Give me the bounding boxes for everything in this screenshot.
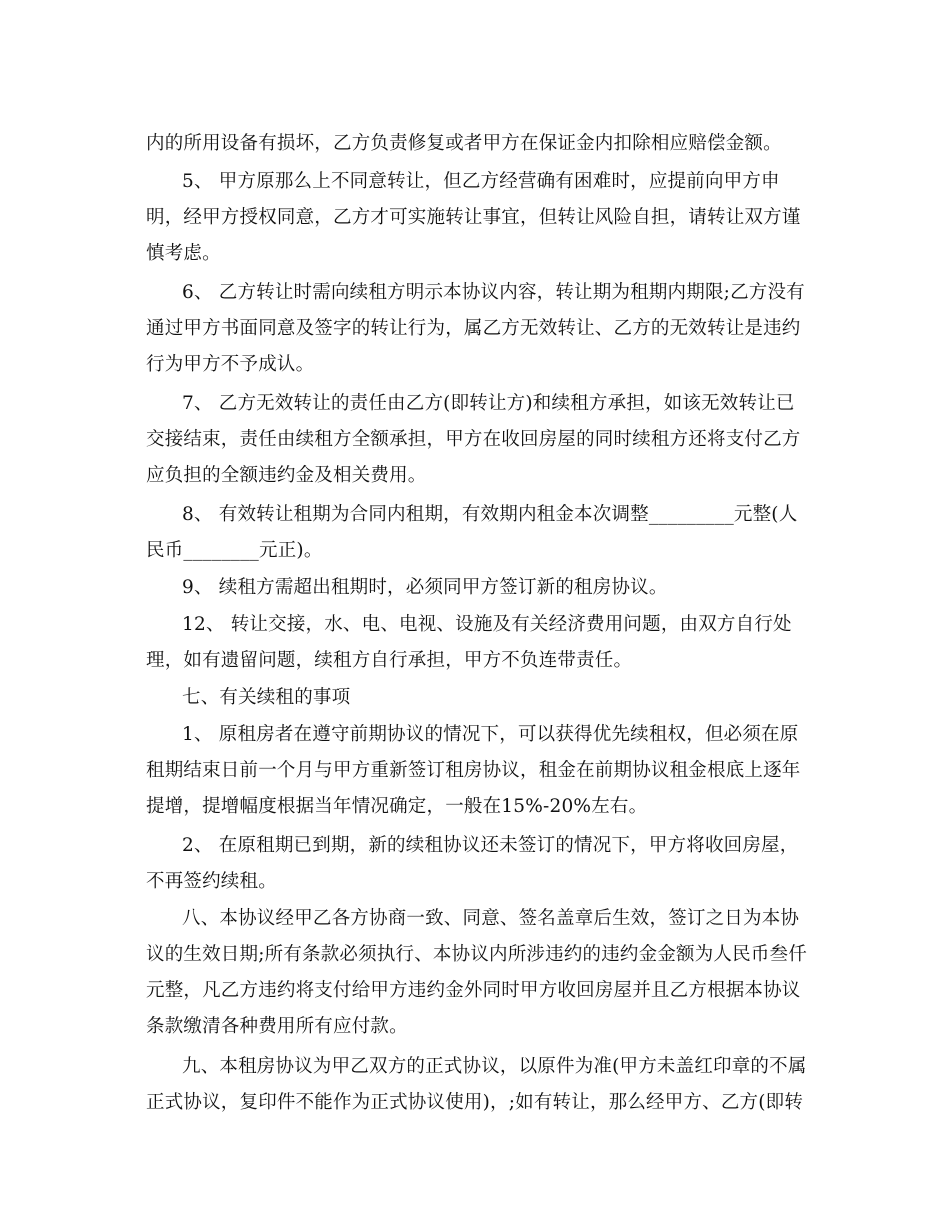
text-line: 行为甲方不予成认。 [146, 354, 315, 375]
section-9 [146, 1049, 816, 1121]
text-line: 内的所用设备有损坏，乙方负责修复或者甲方在保证金内扣除相应赔偿金额。 [146, 133, 782, 154]
clause-5 [146, 164, 816, 272]
clause-7 [146, 386, 816, 494]
text-line: 通过甲方书面同意及签字的转让行为，属乙方无效转让、乙方的无效转让是违约 [146, 318, 801, 339]
section-8 [146, 901, 816, 1045]
text-line: 提增，提增幅度根据当年情况确定，一般在15%-20%左右。 [146, 796, 648, 817]
text-line: 八、本协议经甲乙各方协商一致、同意、签名盖章后生效，签订之日为本协 [182, 908, 800, 929]
text-line: 2、 在原租期已到期，新的续租协议还未签订的情况下，甲方将收回房屋， [182, 835, 799, 856]
clause-9 [146, 570, 816, 606]
text-line: 民币________元正)。 [146, 540, 323, 561]
paragraph-equipment-damage [146, 126, 816, 162]
clause-6 [146, 275, 816, 383]
text-line: 慎考虑。 [146, 243, 221, 264]
text-line: 条款缴清各种费用所有应付款。 [146, 1016, 408, 1037]
text-line: 1、 原租房者在遵守前期协议的情况下，可以获得优先续租权，但必须在原 [182, 724, 799, 745]
text-line: 9、 续租方需超出租期时，必须同甲方签订新的租房协议。 [182, 577, 668, 598]
text-line: 8、 有效转让租期为合同内租期，有效期内租金本次调整_________元整(人 [182, 504, 798, 525]
clause-12 [146, 607, 816, 679]
text-line: 议的生效日期;所有条款必须执行、本协议内所涉违约的违约金金额为人民币叁仟 [146, 944, 807, 965]
text-line: 九、本租房协议为甲乙双方的正式协议，以原件为准(甲方未盖红印章的不属 [182, 1056, 807, 1077]
text-line: 理，如有遗留问题，续租方自行承担，甲方不负连带责任。 [146, 650, 633, 671]
section-7-clause-2 [146, 828, 816, 900]
text-line: 12、 转让交接，水、电、电视、设施及有关经济费用问题，由双方自行处 [182, 614, 792, 635]
text-line: 交接结束，责任由续租方全额承担，甲方在收回房屋的同时续租方还将支付乙方 [146, 429, 801, 450]
text-line: 6、 乙方转让时需向续租方明示本协议内容，转让期为租期内期限;乙方没有 [182, 282, 805, 303]
clause-8 [146, 497, 816, 569]
section-7-heading [146, 680, 816, 716]
text-line: 七、有关续租的事项 [182, 687, 351, 708]
text-line: 正式协议，复印件不能作为正式协议使用)，;如有转让，那么经甲方、乙方(即转 [146, 1092, 804, 1113]
text-line: 元整，凡乙方违约将支付给甲方违约金外同时甲方收回房屋并且乙方根据本协议 [146, 980, 801, 1001]
text-line: 5、 甲方原那么上不同意转让，但乙方经营确有困难时，应提前向甲方申 [182, 171, 780, 192]
section-7-clause-1 [146, 717, 816, 825]
text-line: 7、 乙方无效转让的责任由乙方(即转让方)和续租方承担，如该无效转让已 [182, 393, 795, 414]
text-line: 应负担的全额违约金及相关费用。 [146, 465, 427, 486]
text-line: 明，经甲方授权同意，乙方才可实施转让事宜，但转让风险自担，请转让双方谨 [146, 207, 801, 228]
text-line: 不再签约续租。 [146, 871, 277, 892]
text-line: 租期结束日前一个月与甲方重新签订租房协议，租金在前期协议租金根底上逐年 [146, 760, 801, 781]
